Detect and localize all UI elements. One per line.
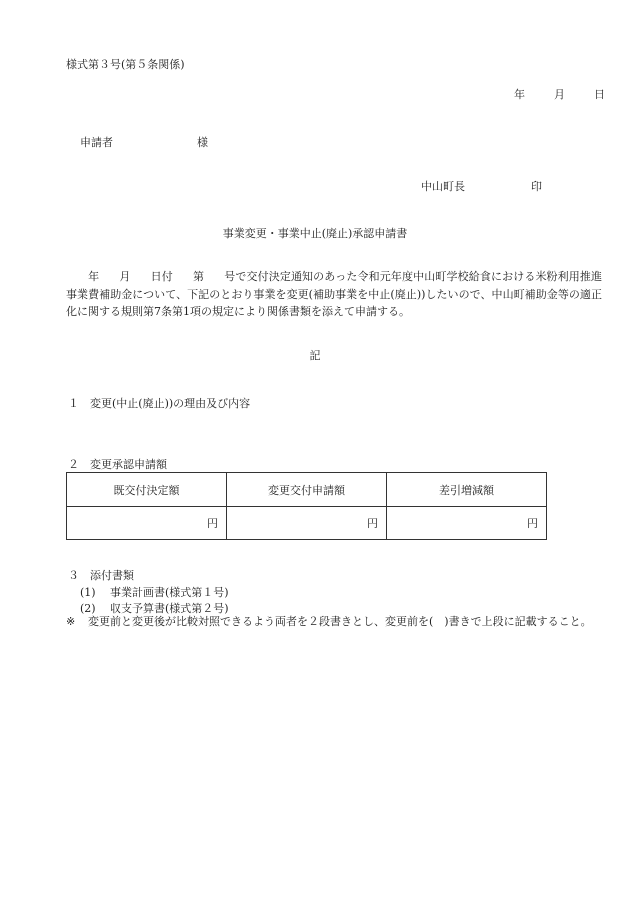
note-text: 変更前と変更後が比較対照できるよう両者を２段書きとし、変更前を( )書きで上段に記載すること。 [88, 615, 592, 628]
table-row [67, 507, 547, 540]
body-text: 号で交付決定通知のあった令和元年度中山町学校給食における米粉利用推進事業費補助金について、下記のとおり事業を変更(補助事業を中止(廃止))したいので、中山町補助金等の適正化に関する規則第7条第1項の規定により関係書類を添えて申請する。 [66, 270, 603, 318]
list-item [80, 603, 229, 614]
section-3-heading [68, 570, 134, 581]
header-existing-amount: 既交付決定額 [67, 473, 227, 507]
date-year: 年 [514, 88, 525, 101]
body-year: 年 [88, 270, 100, 283]
note [66, 614, 604, 630]
applicant-label: 申請者 [80, 136, 113, 149]
section-1-heading [68, 398, 250, 409]
date-month: 月 [554, 88, 565, 101]
attachment-1-number: (1) [80, 586, 96, 599]
header-difference-amount: 差引増減額 [387, 473, 547, 507]
section-2-heading [68, 459, 167, 470]
difference-amount-cell[interactable]: 円 [387, 507, 547, 540]
section-2-number: ２ [68, 458, 79, 471]
document-title: 事業変更・事業中止(廃止)承認申請書 [222, 227, 408, 240]
list-item [80, 587, 229, 598]
attachment-2-label: 収支予算書(様式第２号) [110, 602, 229, 615]
header-changed-amount: 変更交付申請額 [227, 473, 387, 507]
body-paragraph [66, 268, 602, 321]
section-1-label: 変更(中止(廃止))の理由及び内容 [90, 397, 251, 410]
section-2-label: 変更承認申請額 [90, 458, 167, 471]
ki-heading: 記 [309, 349, 321, 362]
changed-amount-cell[interactable]: 円 [227, 507, 387, 540]
seal-mark: 印 [531, 180, 542, 193]
attachment-2-number: (2) [80, 602, 96, 615]
honorific: 様 [197, 136, 208, 149]
section-3-label: 添付書類 [90, 569, 134, 582]
existing-amount-cell[interactable]: 円 [67, 507, 227, 540]
body-day: 日付 [150, 270, 173, 283]
body-month: 月 [119, 270, 131, 283]
attachment-1-label: 事業計画書(様式第１号) [110, 586, 229, 599]
form-number-label: 様式第３号(第５条関係) [66, 58, 185, 71]
issuer-name: 中山町長 [421, 180, 465, 193]
section-1-number: １ [68, 397, 79, 410]
date-day: 日 [594, 88, 605, 101]
addressee-line [80, 137, 208, 148]
note-mark: ※ [66, 615, 76, 628]
section-3-number: ３ [68, 569, 79, 582]
amounts-table [66, 472, 547, 540]
date-line [514, 89, 605, 100]
body-number-prefix: 第 [192, 270, 205, 283]
table-header-row [67, 473, 547, 507]
issuer-line [421, 181, 542, 192]
